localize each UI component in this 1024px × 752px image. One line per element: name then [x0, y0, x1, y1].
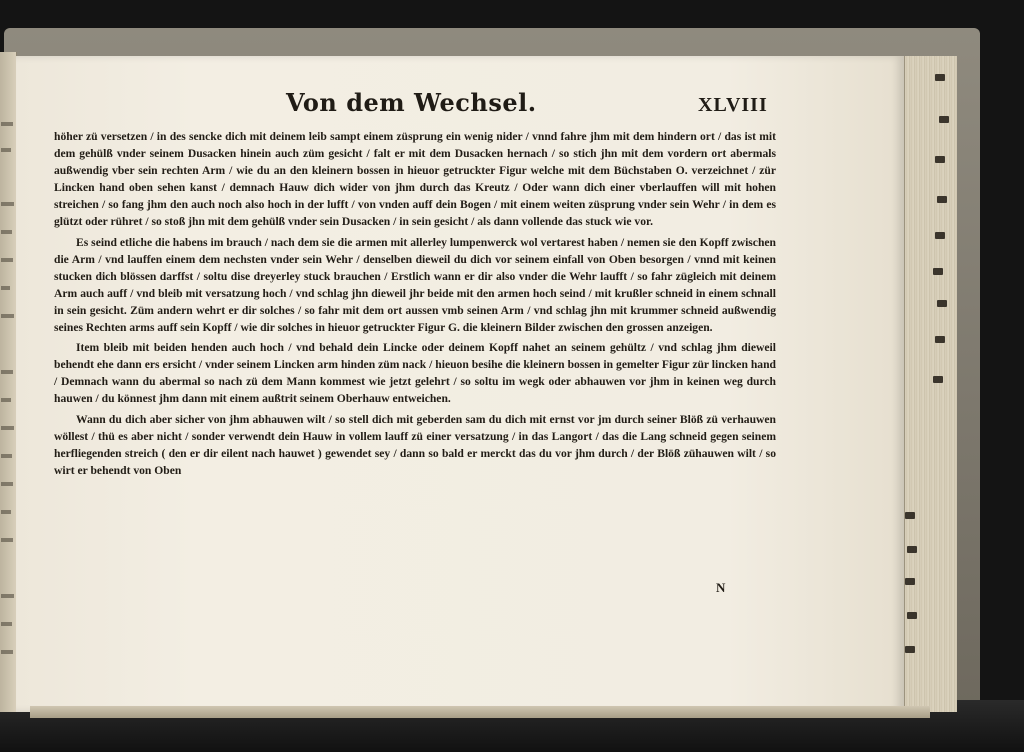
body-text: [54, 128, 776, 482]
page-title: Von dem Wechsel.: [286, 88, 537, 117]
paragraph-1: höher zü versetzen / in des sencke dich mit deinem leib sampt einem züsprung ein wenig nider / vnnd fahre jhm mit dem hindern ort / das ist mit dem gehülß vnder seinem Dusacken hinein auch züm gesicht / falt er mit dem Dusacken hernach / so stich jhn mit dem vordern ort abermals außwendig vber sein rechten Arm / wie du an den kleinern bossen in hieuor getruckter Figur welche mit dem Büchstaben O. verzeichnet / zür Lincken hand oben sehen kanst / demnach Hauw dich wider von jhm durch das Kreutz / Oder wann dich einer vberlauffen will mit hohen streichen / so fang jhm den auch noch also hoch in der lufft / von vnden auff dein Bogen / mit einem weiten züsprung vnder sein Wehr / in dem es glützt oder rühret / so stoß jhn mit dem gehülß vnder sein Dusacken / in sein gesicht / als dann vollende das stuck wie vor.: [54, 130, 776, 229]
catchword: N: [716, 580, 726, 595]
paragraph-3: Item bleib mit beiden henden auch hoch / vnd behald dein Lincke oder deinem Kopff nahet an seinem gehültz / vnd schlag jhm dieweil behendt ehe dann ers ersicht / vnder seinem Lincken arm hinden züm nack / hieuon besihe die kleinern bossen in gemelter Figur zür lincken hand / Demnach wann du abermal so nach zü dem Mann kommest wie jetzt gelehrt / so soltu im wegk oder abhauwen vor jhm in keinen weg durch hauwen / du könnest jhm dann mit einem außtrit seinem Oberhauw entweichen.: [54, 341, 776, 406]
paragraph-2: Es seind etliche die habens im brauch / nach dem sie die armen mit allerley lumpenwerck wol vertarest haben / nemen sie den Kopff zwischen die Arm / vnd lauffen einem dem nechsten vnder sein Wehr / denselben dieweil du dich vor seinem einfall von Oben besorgen / vnnd mit keinen stucken dich blössen darffst / soltu dise dreyerley stuck brauchen / Erstlich wann er dir also vnder die Wehr laufft / so fahr zügleich mit deinem Arm auch auff / vnd bleib mit versatzung hoch / vnd schlag jhn dieweil jhr beide mit den armen hoch seind / mit krußler schneid in einem schnall in sein gesicht. Züm andern wehrt er dir solches / so fahr mit dem ort aussen vmb seinen Arm / vnd schlag jhn mit krummer schneid außwendig seines Rechten arms auff sein Kopff / wie dir solches in hieuor getruckter Figur G. die kleinern Bilder zwischen den grossen anzeigen.: [54, 235, 776, 335]
paragraph-4: Wann du dich aber sicher von jhm abhauwen wilt / so stell dich mit geberden sam du dich mit ernst vor jm durch seiner Blöß zü verhauwen wöllest / thü es aber nicht / sonder verwendt dein Hauw in vollem lauff zü einer versatzung / in das Langort / das die Lang schneid gegen seinem herfliegenden streich ( den er dir eilent nach hauwet ) gewendet sey / dann so bald er merckt das du vor jhm durch / der Blöß zühauwen wilt / so wirt er behendt von Oben: [54, 412, 776, 477]
folio-number: XLVIII: [698, 94, 768, 116]
fore-edge: [904, 56, 957, 712]
left-page-edge: [0, 52, 17, 712]
page-bottom-edge: [30, 706, 930, 718]
